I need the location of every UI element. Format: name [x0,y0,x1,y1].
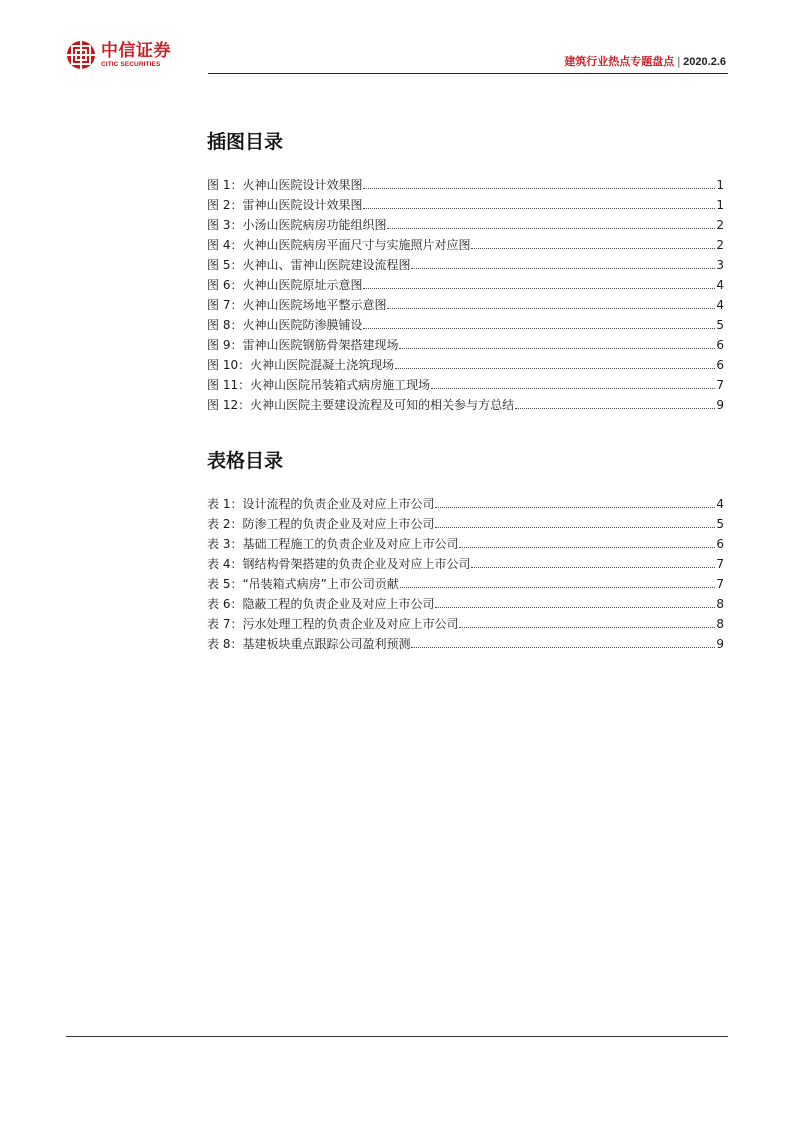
toc-entry[interactable] [207,395,724,415]
toc-entry-page[interactable]: 9 [716,637,724,651]
toc-entry[interactable] [207,335,724,355]
toc-entry[interactable] [207,175,724,195]
toc-entry-page[interactable]: 3 [716,258,724,272]
toc-entry-label[interactable]: 图 12：火神山医院主要建设流程及可知的相关参与方总结 [207,398,515,412]
toc-leader-dots [399,339,715,349]
toc-leader-dots [435,498,715,508]
toc-entry[interactable] [207,315,724,335]
toc-entry-label[interactable]: 图 8：火神山医院防渗膜铺设 [207,318,363,332]
toc-entry[interactable] [207,514,724,534]
toc-entry-page[interactable]: 8 [716,617,724,631]
toc-leader-dots [515,399,715,409]
toc-entry-page[interactable]: 4 [716,278,724,292]
report-date: 2020.2.6 [683,56,726,68]
toc-leader-dots [431,379,715,389]
toc-entry[interactable] [207,215,724,235]
toc-entry-label[interactable]: 表 5：“吊装箱式病房”上市公司贡献 [207,577,399,591]
toc-entry-label[interactable]: 表 2：防渗工程的负责企业及对应上市公司 [207,517,435,531]
toc-entry-label[interactable]: 图 3：小汤山医院病房功能组织图 [207,218,387,232]
report-header [564,53,726,69]
company-logo [66,40,171,70]
toc-leader-dots [435,598,715,608]
toc-leader-dots [363,199,715,209]
toc-entry-page[interactable]: 9 [716,398,724,412]
toc-leader-dots [400,578,715,588]
toc-entry-page[interactable]: 6 [716,358,724,372]
toc-entry-page[interactable]: 8 [716,597,724,611]
toc-entry-page[interactable]: 2 [716,238,724,252]
toc-leader-dots [363,179,715,189]
toc-entry-label[interactable]: 图 7：火神山医院场地平整示意图 [207,298,387,312]
citic-logo-icon [66,40,96,70]
toc-entry[interactable] [207,494,724,514]
toc-leader-dots [411,638,715,648]
toc-entry-page[interactable]: 7 [716,557,724,571]
toc-entry-label[interactable]: 图 11：火神山医院吊装箱式病房施工现场 [207,378,431,392]
toc-entry[interactable] [207,574,724,594]
toc-leader-dots [363,319,715,329]
toc-entry-page[interactable]: 6 [716,338,724,352]
toc-leader-dots [363,279,715,289]
figures-list [207,175,724,415]
toc-entry-label[interactable]: 图 2：雷神山医院设计效果图 [207,198,363,212]
toc-entry-page[interactable]: 2 [716,218,724,232]
tables-list [207,494,724,654]
toc-entry-label[interactable]: 表 6：隐蔽工程的负责企业及对应上市公司 [207,597,435,611]
toc-leader-dots [411,259,715,269]
toc-entry-page[interactable]: 5 [716,318,724,332]
toc-entry-label[interactable]: 图 4：火神山医院病房平面尺寸与实施照片对应图 [207,238,471,252]
toc-entry[interactable] [207,634,724,654]
toc-entry-page[interactable]: 4 [716,497,724,511]
toc-entry[interactable] [207,275,724,295]
toc-entry-page[interactable]: 7 [716,577,724,591]
toc-leader-dots [471,239,715,249]
toc-entry-page[interactable]: 7 [716,378,724,392]
toc-leader-dots [435,518,715,528]
footer-divider [66,1036,728,1037]
toc-entry-label[interactable]: 表 8：基建板块重点跟踪公司盈利预测 [207,637,411,651]
toc-entry[interactable] [207,554,724,574]
toc-entry[interactable] [207,355,724,375]
toc-entry[interactable] [207,614,724,634]
toc-entry-label[interactable]: 图 9：雷神山医院钢筋骨架搭建现场 [207,338,399,352]
toc-leader-dots [395,359,715,369]
toc-entry[interactable] [207,235,724,255]
toc-entry-label[interactable]: 图 6：火神山医院原址示意图 [207,278,363,292]
toc-entry-page[interactable]: 5 [716,517,724,531]
toc-entry-label[interactable]: 图 5：火神山、雷神山医院建设流程图 [207,258,411,272]
toc-leader-dots [459,618,715,628]
header-separator: | [677,56,681,68]
toc-entry-label[interactable]: 图 10：火神山医院混凝土浇筑现场 [207,358,395,372]
toc-leader-dots [387,219,715,229]
toc-entry-label[interactable]: 表 1：设计流程的负责企业及对应上市公司 [207,497,435,511]
logo-english-name: CITIC SECURITIES [101,60,161,68]
toc-entry[interactable] [207,195,724,215]
figures-heading: 插图目录 [207,131,284,153]
toc-entry-page[interactable]: 4 [716,298,724,312]
toc-leader-dots [471,558,715,568]
toc-entry-label[interactable]: 表 3：基础工程施工的负责企业及对应上市公司 [207,537,459,551]
toc-entry-label[interactable]: 表 4：钢结构骨架搭建的负责企业及对应上市公司 [207,557,471,571]
toc-entry-page[interactable]: 1 [716,178,724,192]
toc-leader-dots [387,299,715,309]
toc-entry-label[interactable]: 图 1：火神山医院设计效果图 [207,178,363,192]
toc-entry[interactable] [207,594,724,614]
toc-entry[interactable] [207,534,724,554]
toc-entry-page[interactable]: 6 [716,537,724,551]
toc-entry-page[interactable]: 1 [716,198,724,212]
toc-entry[interactable] [207,255,724,275]
header-divider [208,73,728,74]
toc-entry[interactable] [207,295,724,315]
toc-entry-label[interactable]: 表 7：污水处理工程的负责企业及对应上市公司 [207,617,459,631]
toc-leader-dots [459,538,715,548]
logo-chinese-name: 中信证券 [101,40,171,61]
tables-heading: 表格目录 [207,450,284,472]
report-title: 建筑行业热点专题盘点 [564,56,675,68]
toc-entry[interactable] [207,375,724,395]
